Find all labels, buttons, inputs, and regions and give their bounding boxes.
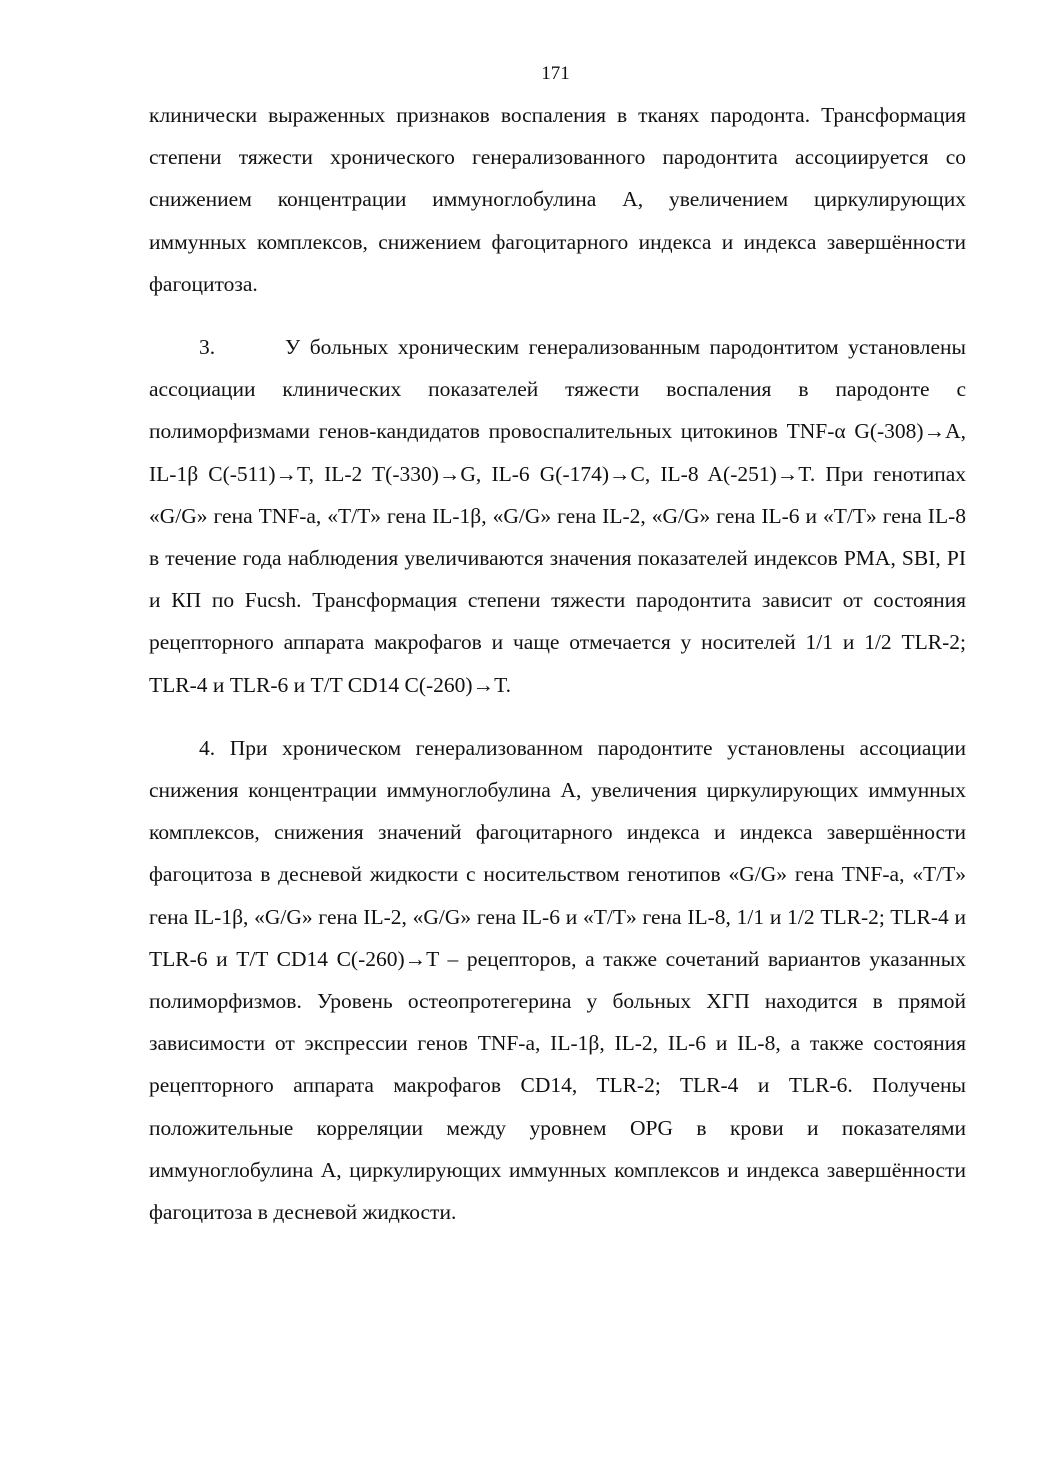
item-number-4: 4. [199, 735, 216, 760]
item-text-4: При хроническом генерализованном пародонтите установлены ассоциации снижения концентрации иммуноглобулина А, увеличения циркулирующих иммунных комплексов, снижения значений фагоцитарного индекса и индекса завершённости фагоцитоза в десневой жидкости с носительством генотипов «G/G» гена TNF-a, «T/T» гена IL-1β, «G/G» гена IL-2, «G/G» гена IL-6 и «T/T» гена IL-8, 1/1 и 1/2 TLR-2; TLR-4 и TLR-6 и T/T CD14 C(-260)→T – рецепторов, а также сочетаний вариантов указанных полиморфизмов. Уровень остеопротегерина у больных ХГП находится в прямой зависимости от экспрессии генов TNF-a, IL-1β, IL-2, IL-6 и IL-8, а также состояния рецепторного аппарата макрофагов CD14, TLR-2; TLR-4 и TLR-6. Получены положительные корреляции между уровнем OPG в крови и показателями иммуноглобулина А, циркулирующих иммунных комплексов и индекса завершённости фагоцитоза в десневой жидкости. [149, 735, 966, 1225]
document-body [149, 94, 966, 1233]
page-number: 171 [541, 63, 570, 84]
paragraph-item-4 [149, 727, 966, 1233]
item-number-3: 3. [199, 335, 216, 360]
item-text-3: У больных хроническим генерализованным пародонтитом установлены ассоциации клинических показателей тяжести воспаления в пародонте с полиморфизмами генов-кандидатов провоспалительных цитокинов TNF-α G(-308)→A, IL-1β C(-511)→T, IL-2 T(-330)→G, IL-6 G(-174)→C, IL-8 A(-251)→T. При генотипах «G/G» гена TNF-a, «T/T» гена IL-1β, «G/G» гена IL-2, «G/G» гена IL-6 и «T/T» гена IL-8 в течение года наблюдения увеличиваются значения показателей индексов PMA, SBI, PI и КП по Fucsh. Трансформация степени тяжести пародонтита зависит от состояния рецепторного аппарата макрофагов и чаще отмечается у носителей 1/1 и 1/2 TLR-2; TLR-4 и TLR-6 и T/T CD14 C(-260)→T. [149, 335, 966, 697]
paragraph-item-3 [149, 326, 966, 706]
paragraph-continuation: клинически выраженных признаков воспаления в тканях пародонта. Трансформация степени тяжести хронического генерализованного пародонтита ассоциируется со снижением концентрации иммуноглобулина А, увеличением циркулирующих иммунных комплексов, снижением фагоцитарного индекса и индекса завершённости фагоцитоза. [149, 103, 966, 296]
